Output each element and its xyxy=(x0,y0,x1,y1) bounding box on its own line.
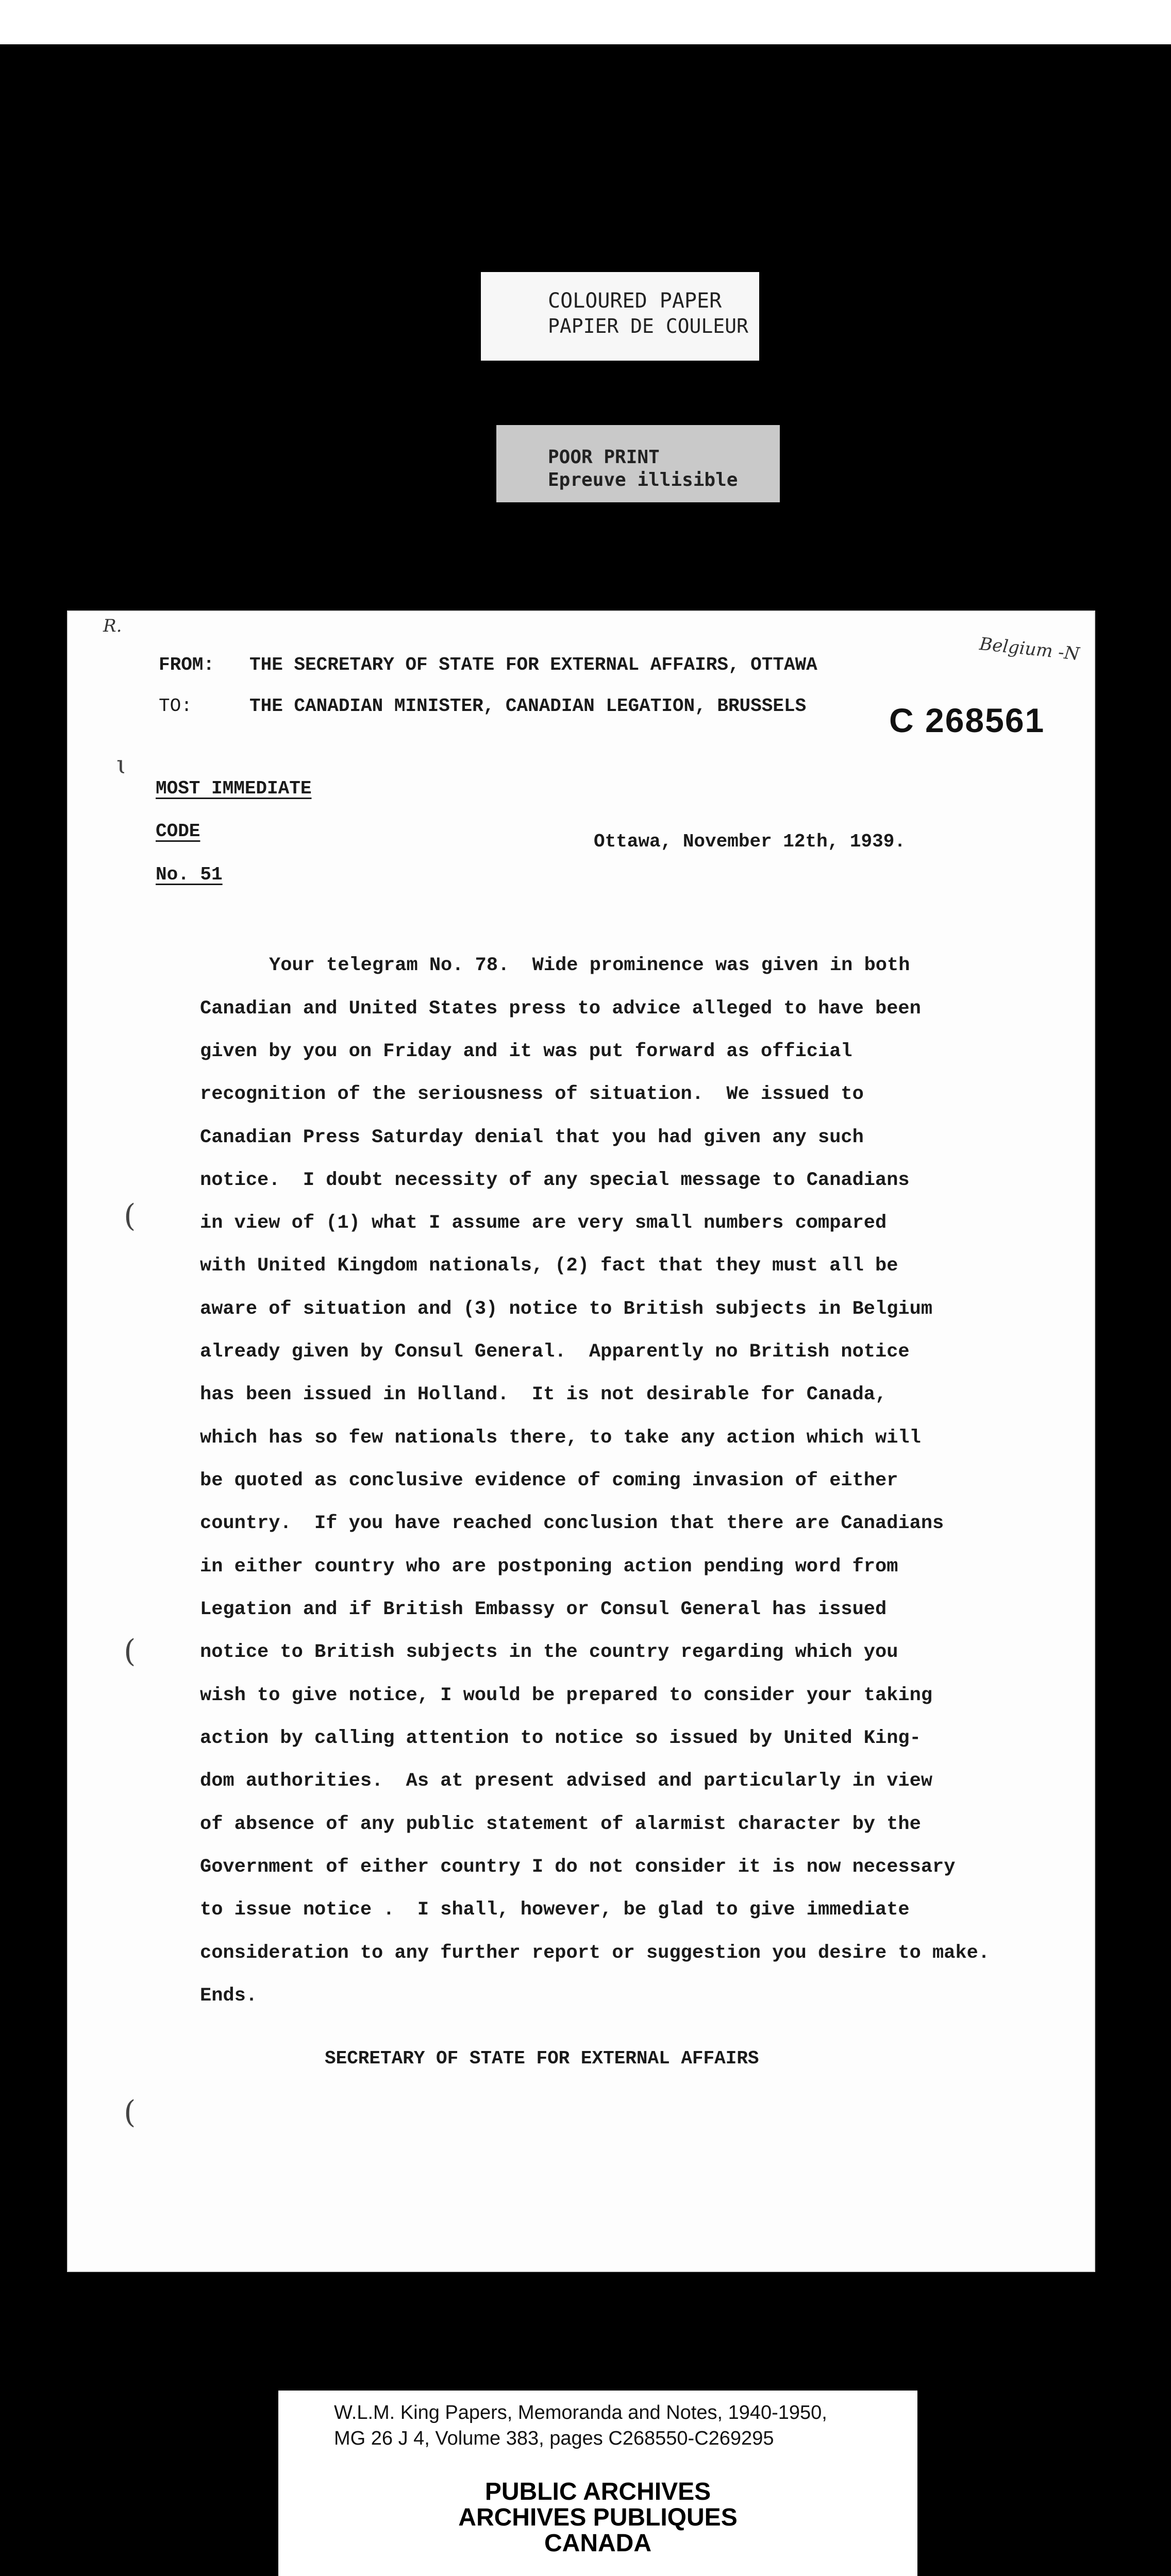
archives-label xyxy=(278,2391,917,2576)
body-line: be quoted as conclusive evidence of coming invasion of either xyxy=(200,1470,898,1492)
body-line: which has so few nationals there, to take any action which will xyxy=(200,1427,921,1449)
body-line: Legation and if British Embassy or Consul General has issued xyxy=(200,1599,887,1620)
body-line: in either country who are postponing action pending word from xyxy=(200,1556,898,1578)
archives-name-english: PUBLIC ARCHIVES xyxy=(484,2478,711,2505)
body-line: to issue notice . I shall, however, be glad to give immediate xyxy=(200,1899,910,1921)
body-line: Ends. xyxy=(200,1985,258,2007)
top-margin-strip xyxy=(0,0,1171,44)
body-line: notice. I doubt necessity of any special message to Canadians xyxy=(200,1170,910,1191)
margin-mark: ( xyxy=(124,2094,136,2130)
from-value: THE SECRETARY OF STATE FOR EXTERNAL AFFAIRS, OTTAWA xyxy=(249,654,817,675)
body-line: given by you on Friday and it was put forward as official xyxy=(200,1041,852,1062)
body-line: Canadian and United States press to advice alleged to have been xyxy=(200,998,921,1020)
body-line: Your telegram No. 78. Wide prominence was given in both xyxy=(269,955,910,976)
margin-mark: ( xyxy=(124,1633,136,1669)
citation-line: W.L.M. King Papers, Memoranda and Notes, 1940-1950, xyxy=(334,2402,827,2424)
body-line: action by calling attention to notice so issued by United King- xyxy=(200,1727,921,1749)
archives-country: CANADA xyxy=(544,2530,651,2557)
body-line: consideration to any further report or suggestion you desire to make. xyxy=(200,1942,990,1964)
body-line: in view of (1) what I assume are very small numbers compared xyxy=(200,1212,887,1234)
body-line: notice to British subjects in the country regarding which you xyxy=(200,1641,898,1663)
body-line: aware of situation and (3) notice to British subjects in Belgium xyxy=(200,1298,933,1320)
to-value: THE CANADIAN MINISTER, CANADIAN LEGATION, BRUSSELS xyxy=(249,696,807,717)
coloured-paper-english: COLOURED PAPER xyxy=(548,289,722,313)
poor-print-french: Epreuve illisible xyxy=(548,469,738,490)
telegram-document xyxy=(67,611,1095,2272)
citation-line: MG 26 J 4, Volume 383, pages C268550-C269295 xyxy=(334,2428,774,2449)
handwritten-note: Belgium -N xyxy=(978,633,1081,665)
poor-print-english: POOR PRINT xyxy=(548,447,660,468)
from-label: FROM: xyxy=(159,654,215,675)
signature-line: SECRETARY OF STATE FOR EXTERNAL AFFAIRS xyxy=(325,2048,759,2069)
margin-mark: ɩ xyxy=(116,750,127,779)
body-line: already given by Consul General. Apparently no British notice xyxy=(200,1341,910,1363)
body-line: recognition of the seriousness of situation. We issued to xyxy=(200,1083,864,1105)
coloured-paper-french: PAPIER DE COULEUR xyxy=(548,315,748,337)
body-line: has been issued in Holland. It is not desirable for Canada, xyxy=(200,1384,887,1405)
date-line: Ottawa, November 12th, 1939. xyxy=(594,831,906,852)
coloured-paper-label xyxy=(481,272,759,361)
margin-mark: ( xyxy=(124,1198,136,1234)
body-line: Canadian Press Saturday denial that you had given any such xyxy=(200,1127,864,1148)
reference-number: C 268561 xyxy=(889,701,1045,739)
poor-print-label xyxy=(496,425,780,502)
body-line: wish to give notice, I would be prepared to consider your taking xyxy=(200,1685,933,1706)
priority-label: MOST IMMEDIATE xyxy=(156,778,312,799)
archives-name-french: ARCHIVES PUBLIQUES xyxy=(458,2504,738,2531)
body-line: with United Kingdom nationals, (2) fact that they must all be xyxy=(200,1255,898,1277)
body-line: country. If you have reached conclusion that there are Canadians xyxy=(200,1513,944,1534)
body-line: dom authorities. As at present advised and particularly in view xyxy=(200,1770,933,1792)
margin-initial: R. xyxy=(103,616,122,636)
telegram-number: No. 51 xyxy=(156,864,223,885)
body-line: of absence of any public statement of alarmist character by the xyxy=(200,1814,921,1835)
body-line: Government of either country I do not consider it is now necessary xyxy=(200,1856,956,1878)
code-label: CODE xyxy=(156,821,200,842)
to-label: TO: xyxy=(159,696,192,717)
